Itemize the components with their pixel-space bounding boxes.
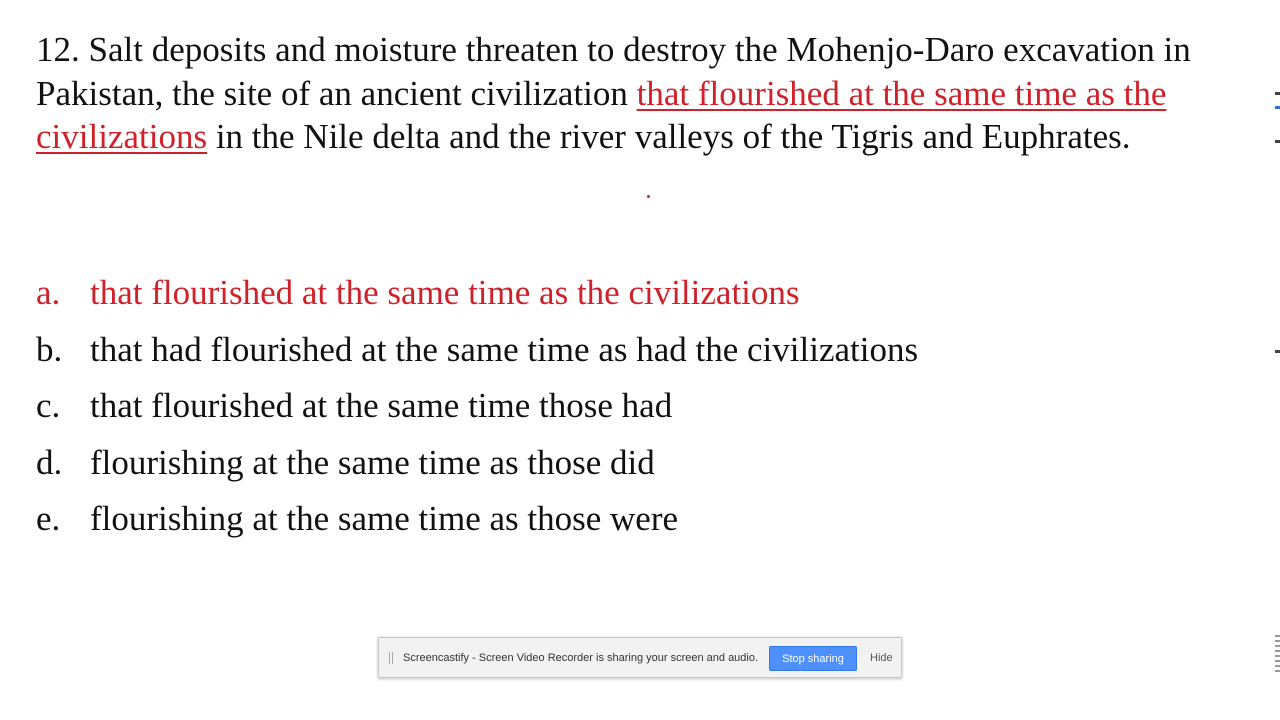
answer-option-b[interactable]: [36, 327, 918, 384]
underlined-phrase: that flourished at the same time as the civilizations: [36, 73, 1167, 156]
clipped-edge-mark: [1275, 350, 1280, 353]
option-text: flourishing at the same time as those did: [90, 442, 655, 482]
answer-option-c[interactable]: [36, 383, 918, 440]
question-number: 12.: [36, 30, 80, 69]
stray-mark: [647, 195, 650, 198]
option-text: that flourished at the same time those had: [90, 386, 673, 425]
clipped-edge-mark: [1275, 106, 1280, 109]
option-text: that had flourished at the same time as had the civilizations: [90, 329, 919, 369]
drag-handle-icon[interactable]: [389, 652, 393, 664]
option-letter: a.: [36, 273, 61, 312]
option-letter: d.: [36, 442, 63, 482]
question-paragraph: [36, 28, 1246, 159]
option-letter: c.: [36, 386, 61, 425]
option-text: that flourished at the same time as the civilizations: [90, 273, 800, 312]
answer-option-a[interactable]: [36, 270, 918, 327]
option-letter: b.: [36, 329, 63, 369]
option-letter: e.: [36, 499, 61, 538]
question-text-after: in the Nile delta and the river valleys of the Tigris and Euphrates.: [207, 117, 1131, 156]
question-text-before: Salt deposits and moisture threaten to destroy the Mohenjo-Daro excavation in Pakistan, the site of an ancient civilization: [36, 30, 1191, 113]
clipped-edge-mark: [1275, 92, 1280, 95]
answer-option-d[interactable]: [36, 440, 918, 497]
option-text: flourishing at the same time as those were: [90, 499, 679, 538]
clipped-edge-scrollbar: [1275, 635, 1280, 675]
answer-options-list: [36, 270, 918, 553]
sharing-message: Screencastify - Screen Video Recorder is sharing your screen and audio.: [403, 652, 759, 664]
answer-option-e[interactable]: [36, 496, 918, 553]
stop-sharing-button[interactable]: Stop sharing: [769, 646, 857, 671]
screen-sharing-bar: [378, 637, 902, 678]
hide-link[interactable]: Hide: [870, 652, 893, 664]
clipped-edge-mark: [1275, 140, 1280, 143]
